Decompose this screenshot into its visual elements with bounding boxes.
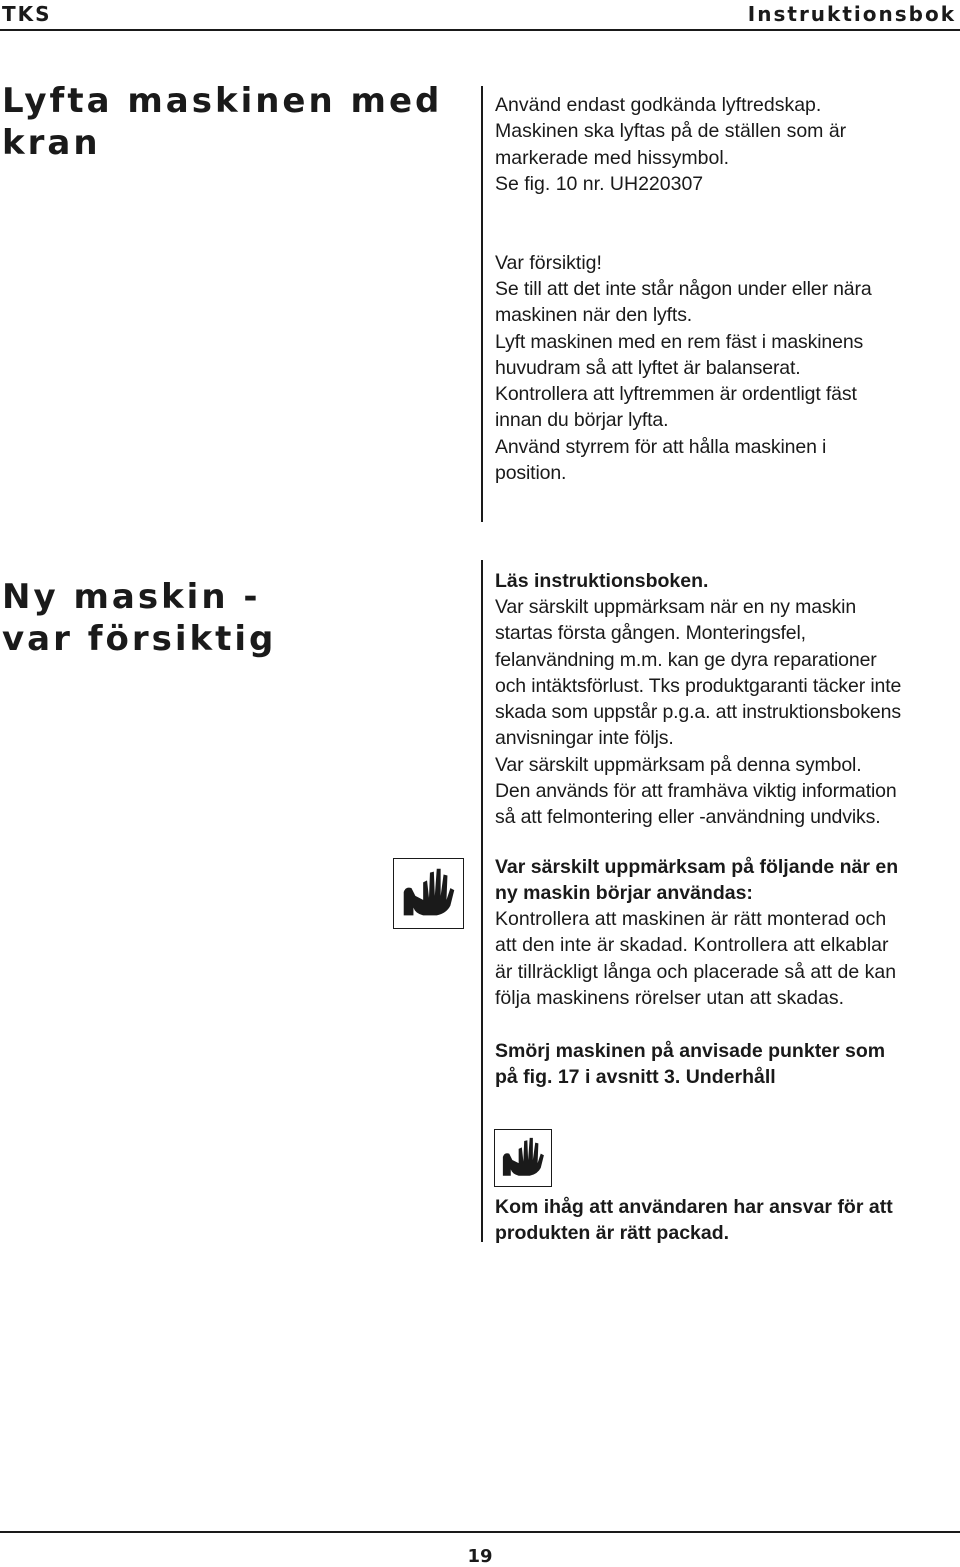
section2-lubricate-note: Smörj maskinen på anvisade punkter som på fig. 17 i avsnitt 3. Underhåll <box>495 1040 886 1089</box>
section1-caution-body: Se till att det inte står någon under eller nära maskinen när den lyfts. Lyft maskinen med en rem fäst i maskinens huvudram så att lyftet är balanserat. Kontrollera att lyftremmen är ordentligt fäst innan du börjar lyfta. Använd styrrem för att hålla maskinen i position. <box>495 278 872 485</box>
section2-attention-body: Kontrollera att maskinen är rätt monterad och att den inte är skadad. Kontrollera att elkablar är tillräckligt långa och placerade så att de kan följa maskinens rörelser utan att skadas. <box>495 908 897 1009</box>
raised-hand-warning-icon <box>393 858 464 929</box>
section1-paragraph: Använd endast godkända lyftredskap. Maskinen ska lyftas på de ställen som är markerade med hissymbol. Se fig. 10 nr. UH220307 <box>495 94 847 195</box>
section1-caution-title: Var försiktig! <box>495 252 602 274</box>
header-divider <box>0 29 960 31</box>
section2-read-manual-title: Läs instruktionsboken. <box>495 570 709 592</box>
section2-column-divider <box>481 560 483 1242</box>
page-header <box>0 0 960 30</box>
section1-heading: Lyfta maskinen med kran <box>2 81 443 163</box>
section2-packing-note: Kom ihåg att användaren har ansvar för att produkten är rätt packad. <box>495 1196 893 1245</box>
section2-attention-title: Var särskilt uppmärksam på följande när en ny maskin börjar användas: <box>495 856 899 905</box>
raised-hand-warning-icon <box>494 1129 552 1187</box>
section2-heading: Ny maskin - var försiktig <box>2 577 277 659</box>
brand-name: TKS <box>2 2 52 26</box>
document-title: Instruktionsbok <box>747 2 956 26</box>
section2-read-manual-body: Var särskilt uppmärksam när en ny maskin startas första gången. Monteringsfel, felanvändning m.m. kan ge dyra reparationer och intäktsförlust. Tks produktgaranti täcker inte skada som uppstår p.g.a. att instruktionsbokens anvisningar inte följs. Var särskilt uppmärksam på denna symbol. Den används för att framhäva viktig information så att felmontering eller -användning undviks. <box>495 596 902 829</box>
footer-divider <box>0 1531 960 1533</box>
section1-column-divider <box>481 86 483 522</box>
page-number: 19 <box>467 1546 493 1567</box>
